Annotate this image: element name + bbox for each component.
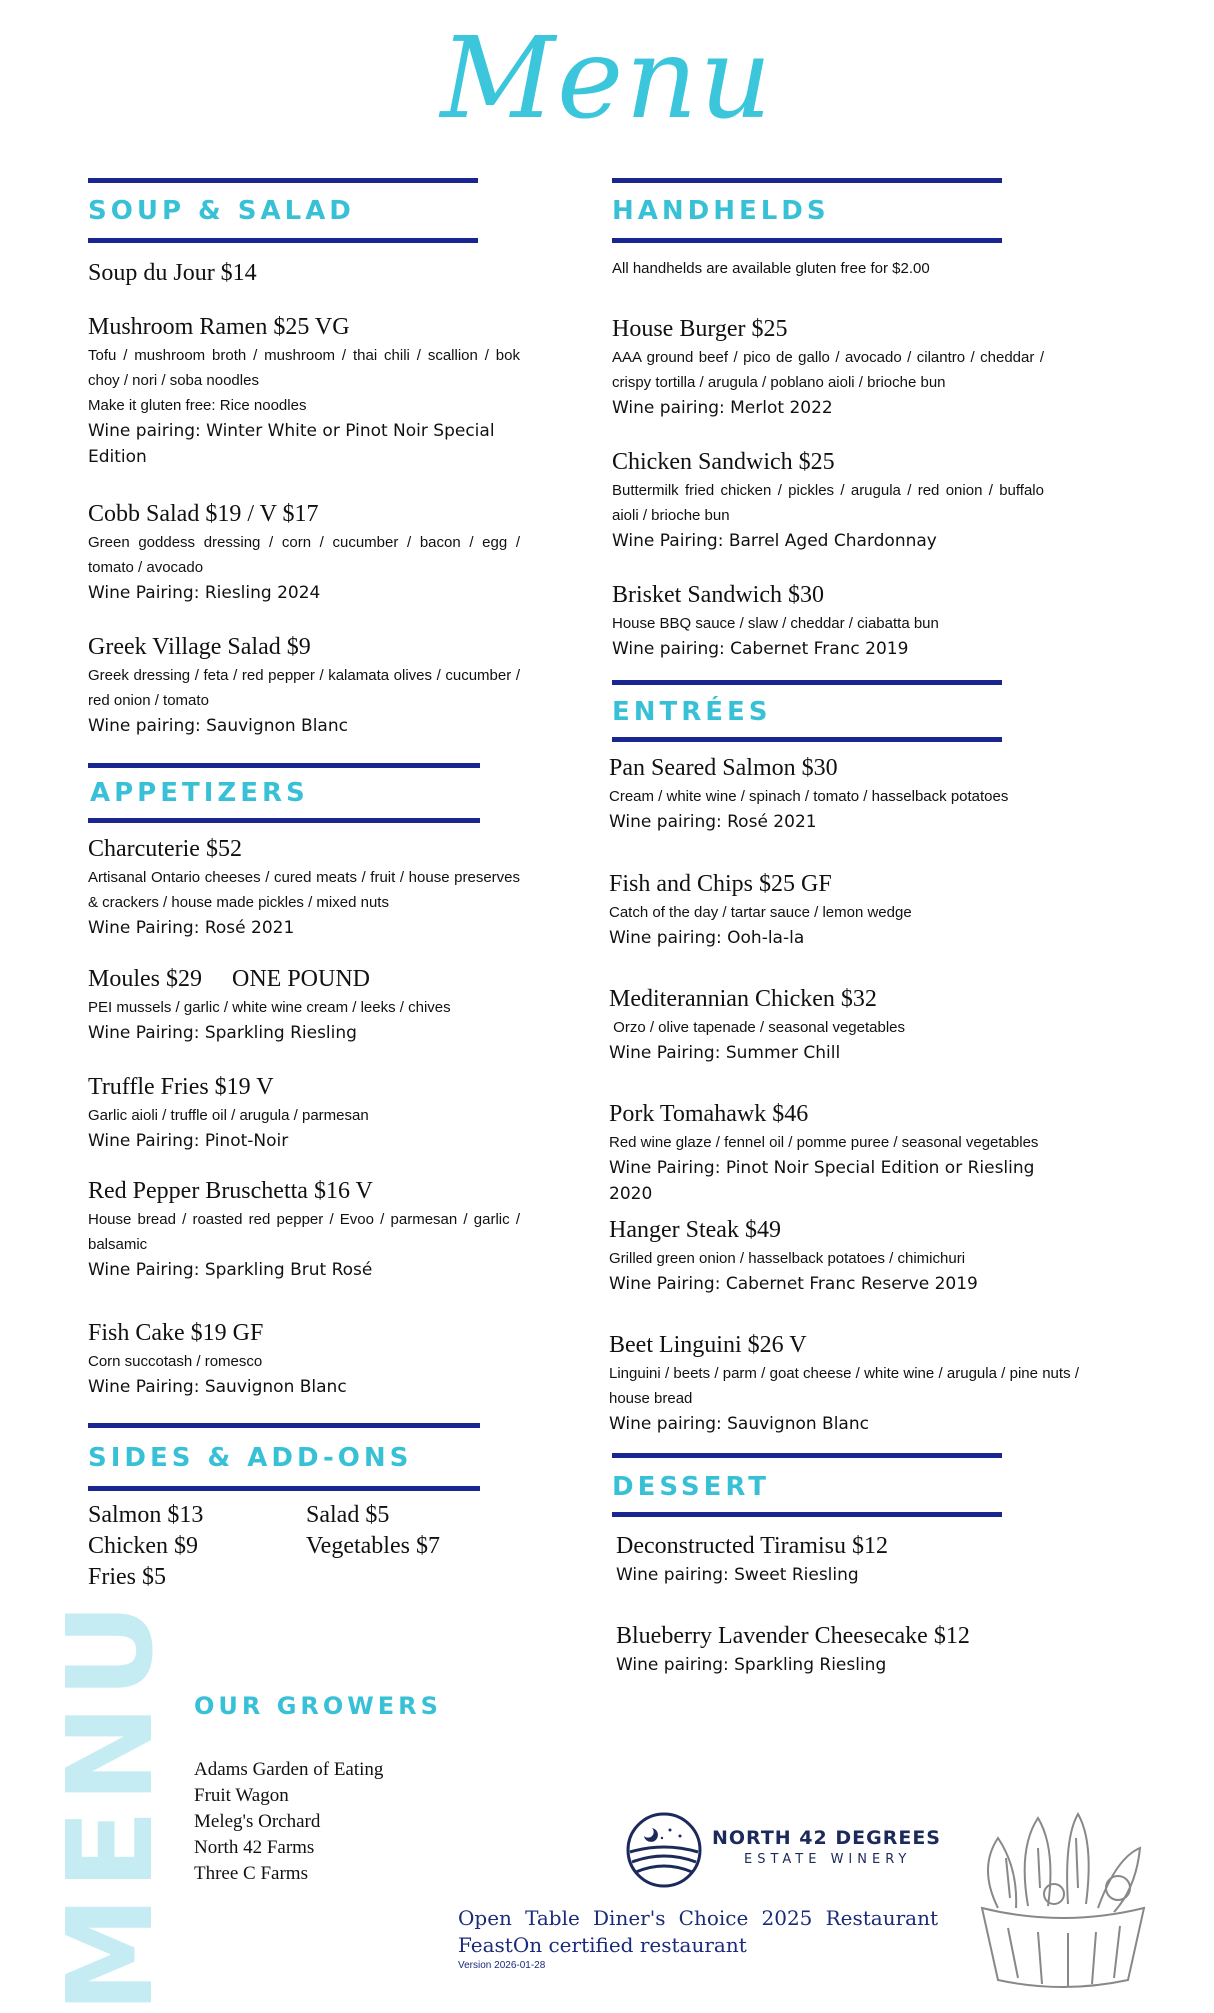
wine-pairing: Wine Pairing: Sparkling Riesling <box>88 1023 357 1043</box>
menu-item <box>88 257 520 289</box>
handhelds-note: All handhelds are available gluten free for $2.00 <box>612 260 930 277</box>
menu-item <box>612 579 1044 662</box>
item-description: House bread / roasted red pepper / Evoo / parmesan / garlic / balsamic <box>88 1211 520 1253</box>
item-description: Cream / white wine / spinach / tomato / hasselback potatoes <box>609 788 1009 805</box>
section-rule <box>612 178 1002 183</box>
item-name: Cobb Salad $19 / V $17 <box>88 501 319 527</box>
award-line: Open Table Diner's Choice 2025 Restaurant <box>458 1906 938 1930</box>
item-name: Mediterannian Chicken $32 <box>609 986 877 1012</box>
item-description: Garlic aioli / truffle oil / arugula / parmesan <box>88 1107 369 1124</box>
winery-logo-icon <box>626 1812 702 1888</box>
item-name: Greek Village Salad $9 <box>88 634 311 660</box>
section-heading-handhelds: HANDHELDS <box>612 196 830 226</box>
section-rule <box>88 1423 480 1428</box>
item-description: PEI mussels / garlic / white wine cream / leeks / chives <box>88 999 451 1016</box>
item-name: Moules $29 ONE POUND <box>88 966 370 992</box>
menu-item <box>609 1329 1079 1437</box>
item-description: Orzo / olive tapenade / seasonal vegetables <box>609 1019 906 1036</box>
item-description: Greek dressing / feta / red pepper / kalamata olives / cucumber / red onion / tomato <box>88 667 520 709</box>
logo-subtitle: ESTATE WINERY <box>744 1852 912 1867</box>
menu-item <box>609 983 1079 1066</box>
section-heading-growers: OUR GROWERS <box>194 1692 442 1720</box>
wine-pairing: Wine pairing: Ooh-la-la <box>609 928 805 948</box>
grower-item: Meleg's Orchard <box>194 1811 321 1832</box>
section-rule <box>612 238 1002 243</box>
menu-item <box>88 1317 520 1400</box>
menu-item <box>609 1214 1079 1297</box>
section-rule <box>88 763 480 768</box>
wine-pairing: Wine Pairing: Pinot-Noir <box>88 1131 289 1151</box>
wine-pairing: Wine Pairing: Summer Chill <box>609 1043 841 1063</box>
item-description: Linguini / beets / parm / goat cheese / white wine / arugula / pine nuts / house bread <box>609 1365 1079 1407</box>
wine-pairing: Wine pairing: Sweet Riesling <box>616 1565 859 1585</box>
section-heading-entrees: ENTRÉES <box>612 697 772 727</box>
item-name: Mushroom Ramen $25 VG <box>88 314 350 340</box>
item-name: House Burger $25 <box>612 316 788 342</box>
menu-item <box>609 752 1079 835</box>
wine-pairing: Wine Pairing: Sauvignon Blanc <box>88 1377 347 1397</box>
wine-pairing: Wine pairing: Sauvignon Blanc <box>88 716 348 736</box>
item-name: Deconstructed Tiramisu $12 <box>616 1533 888 1559</box>
wine-pairing: Wine Pairing: Rosé 2021 <box>88 918 295 938</box>
wine-pairing: Wine pairing: Cabernet Franc 2019 <box>612 639 909 659</box>
menu-title: Menu <box>440 14 774 144</box>
item-description: Corn succotash / romesco <box>88 1353 263 1370</box>
item-description: Catch of the day / tartar sauce / lemon wedge <box>609 904 912 921</box>
logo-name: NORTH 42 DEGREES <box>712 1827 941 1849</box>
section-heading-dessert: DESSERT <box>612 1472 770 1502</box>
item-name: Pan Seared Salmon $30 <box>609 755 838 781</box>
item-name: Pork Tomahawk $46 <box>609 1101 809 1127</box>
side-item: Vegetables $7 <box>306 1533 440 1559</box>
section-rule <box>88 178 478 183</box>
certification-line: FeastOn certified restaurant <box>458 1933 747 1957</box>
section-heading-appetizers: APPETIZERS <box>90 778 309 808</box>
wine-pairing: Wine Pairing: Sparkling Brut Rosé <box>88 1260 373 1280</box>
vertical-menu-word: MENU <box>41 1596 179 2013</box>
menu-item <box>609 868 1079 951</box>
section-heading-sides: SIDES & ADD-ONS <box>88 1443 413 1473</box>
wine-pairing: Wine Pairing: Pinot Noir Special Edition or Riesling 2020 <box>609 1158 1035 1204</box>
wine-pairing: Wine pairing: Sauvignon Blanc <box>609 1414 869 1434</box>
item-description: Tofu / mushroom broth / mushroom / thai chili / scallion / bok choy / nori / soba noodles <box>88 347 520 389</box>
grower-item: North 42 Farms <box>194 1837 315 1858</box>
menu-item <box>612 313 1044 421</box>
vegetable-basket-illustration <box>968 1808 1158 1993</box>
item-name: Fish and Chips $25 GF <box>609 871 832 897</box>
item-description: AAA ground beef / pico de gallo / avocado / cilantro / cheddar / crispy tortilla / arugula / poblano aioli / brioche bun <box>612 349 1044 391</box>
item-name: Hanger Steak $49 <box>609 1217 781 1243</box>
section-rule <box>612 1453 1002 1458</box>
section-rule <box>88 238 478 243</box>
menu-item <box>88 631 520 739</box>
version-label: Version 2026-01-28 <box>458 1960 546 1971</box>
item-description: Green goddess dressing / corn / cucumber / bacon / egg / tomato / avocado <box>88 534 520 576</box>
item-description: Buttermilk fried chicken / pickles / arugula / red onion / buffalo aioli / brioche bun <box>612 482 1044 524</box>
item-description: Red wine glaze / fennel oil / pomme puree / seasonal vegetables <box>609 1134 1039 1151</box>
wine-pairing: Wine Pairing: Cabernet Franc Reserve 2019 <box>609 1274 978 1294</box>
item-description: Grilled green onion / hasselback potatoes / chimichuri <box>609 1250 966 1267</box>
item-name: Truffle Fries $19 V <box>88 1074 274 1100</box>
section-rule <box>612 680 1002 685</box>
side-item: Chicken $9 <box>88 1533 198 1559</box>
section-heading-soup-salad: SOUP & SALAD <box>88 196 355 226</box>
menu-item <box>88 833 520 941</box>
grower-item: Three C Farms <box>194 1863 308 1884</box>
side-item: Salad $5 <box>306 1502 390 1528</box>
item-name: Red Pepper Bruschetta $16 V <box>88 1178 373 1204</box>
menu-item <box>88 963 520 1046</box>
side-item: Fries $5 <box>88 1564 166 1590</box>
menu-item <box>88 1071 520 1154</box>
section-rule <box>612 1512 1002 1517</box>
wine-pairing: Wine pairing: Winter White or Pinot Noir Special Edition <box>88 421 495 467</box>
wine-pairing: Wine pairing: Rosé 2021 <box>609 812 817 832</box>
item-description: House BBQ sauce / slaw / cheddar / ciabatta bun <box>612 615 939 632</box>
growers-list <box>194 1757 383 1887</box>
wine-pairing: Wine pairing: Sparkling Riesling <box>616 1655 887 1675</box>
menu-item <box>616 1620 1086 1678</box>
section-rule <box>612 737 1002 742</box>
item-name: Beet Linguini $26 V <box>609 1332 807 1358</box>
section-rule <box>88 1486 480 1491</box>
menu-item <box>612 446 1044 554</box>
grower-item: Fruit Wagon <box>194 1785 289 1806</box>
item-name: Soup du Jour $14 <box>88 260 257 286</box>
wine-pairing: Wine Pairing: Barrel Aged Chardonnay <box>612 531 937 551</box>
menu-item <box>88 311 520 470</box>
menu-item <box>616 1530 1086 1588</box>
item-name: Blueberry Lavender Cheesecake $12 <box>616 1623 970 1649</box>
item-name: Chicken Sandwich $25 <box>612 449 835 475</box>
item-description: Artisanal Ontario cheeses / cured meats / fruit / house preserves & crackers / house made pickles / mixed nuts <box>88 869 520 911</box>
item-name: Fish Cake $19 GF <box>88 1320 264 1346</box>
item-name: Brisket Sandwich $30 <box>612 582 824 608</box>
menu-item <box>88 1175 520 1283</box>
wine-pairing: Wine Pairing: Riesling 2024 <box>88 583 321 603</box>
side-item: Salmon $13 <box>88 1502 204 1528</box>
item-note: Make it gluten free: Rice noodles <box>88 397 307 414</box>
section-rule <box>88 818 480 823</box>
wine-pairing: Wine pairing: Merlot 2022 <box>612 398 833 418</box>
menu-item <box>609 1098 1079 1207</box>
grower-item: Adams Garden of Eating <box>194 1759 384 1780</box>
item-name: Charcuterie $52 <box>88 836 242 862</box>
menu-item <box>88 498 520 606</box>
